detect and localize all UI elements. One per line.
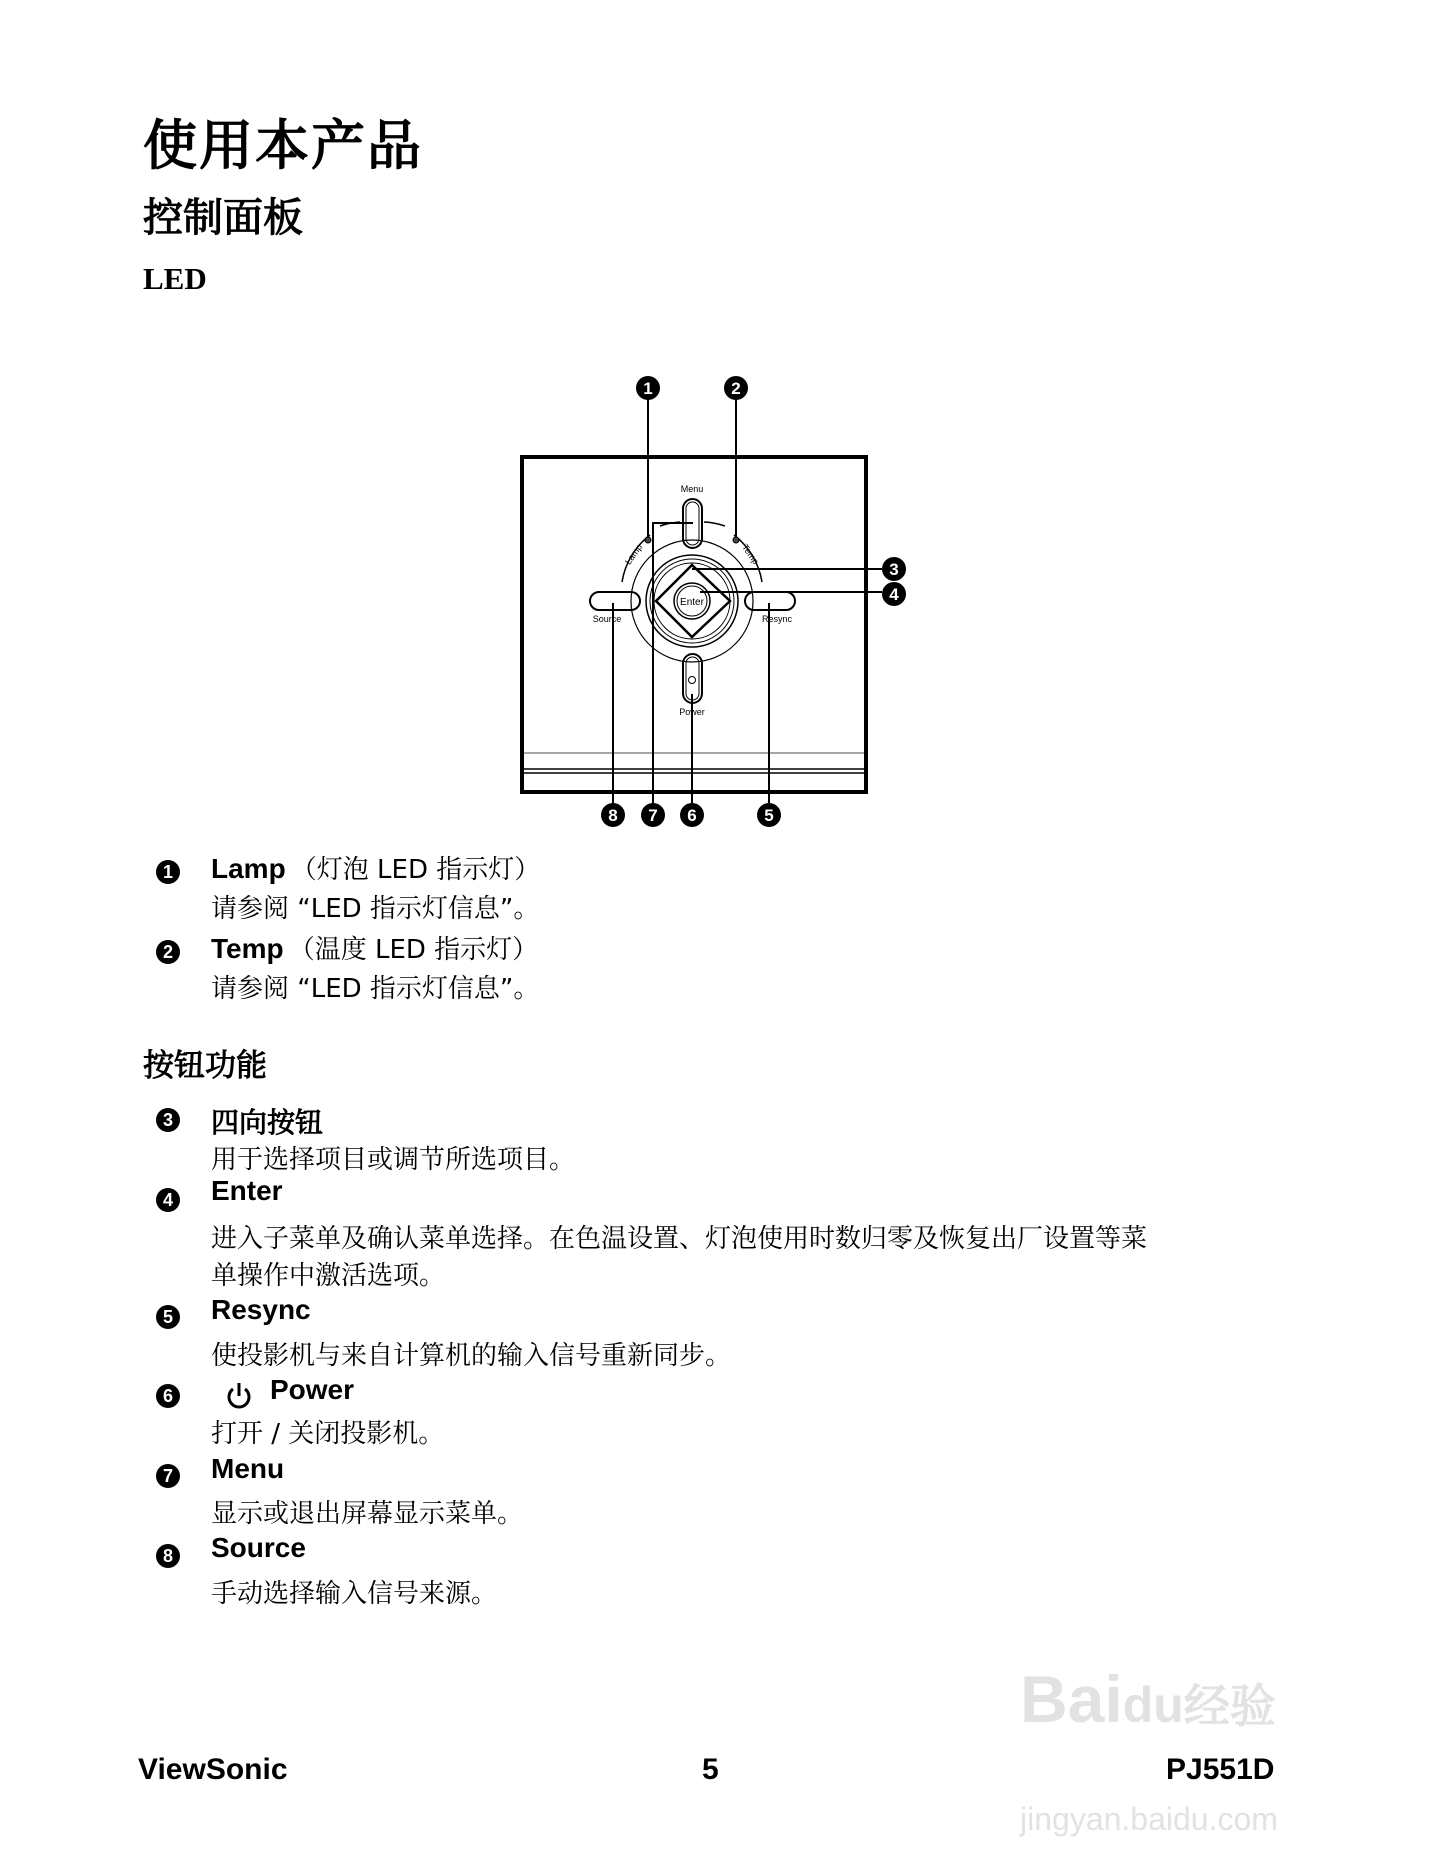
callout-6: 6	[687, 806, 697, 825]
callout-3: 3	[889, 560, 899, 579]
item-desc: 用于选择项目或调节所选项目。	[211, 1145, 576, 1175]
item-desc: 请参阅 “LED 指示灯信息”。	[211, 894, 540, 924]
item-name: Resync	[211, 1294, 311, 1325]
item-name: Temp	[211, 933, 284, 964]
page-title: 使用本产品	[143, 114, 423, 177]
lamp-label: Lamp	[622, 542, 645, 567]
enter-label: Enter	[680, 597, 704, 608]
item-desc: 单操作中激活选项。	[211, 1261, 446, 1291]
callout-5: 5	[764, 806, 774, 825]
bullet-5: 5	[156, 1305, 180, 1329]
bullet-3: 3	[156, 1108, 180, 1132]
item-desc: 进入子菜单及确认菜单选择。在色温设置、灯泡使用时数归零及恢复出厂设置等菜	[211, 1224, 1148, 1254]
section-title: 控制面板	[143, 195, 303, 241]
source-label: Source	[592, 614, 622, 624]
item-desc: 请参阅 “LED 指示灯信息”。	[211, 974, 540, 1004]
item-name: Lamp	[211, 853, 286, 884]
control-panel-diagram	[0, 0, 1440, 860]
source-button	[590, 592, 640, 610]
temp-led	[733, 537, 739, 543]
item-name: Menu	[211, 1453, 285, 1484]
resync-label: Resync	[761, 614, 793, 624]
power-icon	[225, 1380, 253, 1410]
item-desc: 使投影机与来自计算机的输入信号重新同步。	[211, 1341, 732, 1371]
led-heading: LED	[143, 261, 207, 296]
item-desc: 手动选择输入信号来源。	[211, 1579, 498, 1609]
lamp-led	[645, 537, 651, 543]
item-name: Enter	[211, 1175, 283, 1206]
panel-frame	[522, 457, 866, 792]
bullet-6: 6	[156, 1384, 180, 1408]
led-item-temp	[211, 929, 538, 966]
bullet-2: 2	[156, 940, 180, 964]
callout-7: 7	[648, 806, 658, 825]
bullet-4: 4	[156, 1188, 180, 1212]
watermark-url: jingyan.baidu.com	[1020, 1801, 1278, 1837]
item-name: Power	[270, 1374, 355, 1405]
callout-8: 8	[608, 806, 618, 825]
callout-2: 2	[731, 379, 741, 398]
led-item-lamp	[211, 849, 540, 886]
footer-model: PJ551D	[1166, 1753, 1275, 1786]
item-name: 四向按钮	[211, 1107, 324, 1138]
temp-label: Temp	[740, 542, 761, 567]
item-name: Source	[211, 1532, 306, 1563]
callout-4: 4	[889, 585, 899, 604]
watermark-logo: Baidu经验	[1020, 1662, 1276, 1736]
power-label: Power	[679, 707, 705, 717]
bullet-1: 1	[156, 860, 180, 884]
item-desc: 打开 / 关闭投影机。	[211, 1419, 445, 1449]
callout-1: 1	[643, 379, 653, 398]
item-subtitle: （温度 LED 指示灯）	[288, 935, 539, 965]
footer-brand: ViewSonic	[138, 1753, 288, 1786]
item-desc: 显示或退出屏幕显示菜单。	[211, 1499, 524, 1529]
footer-page-number: 5	[702, 1753, 719, 1786]
bullet-7: 7	[156, 1464, 180, 1488]
menu-label: Menu	[680, 484, 704, 494]
bullet-8: 8	[156, 1544, 180, 1568]
item-subtitle: （灯泡 LED 指示灯）	[290, 855, 541, 885]
buttons-heading: 按钮功能	[143, 1048, 267, 1084]
